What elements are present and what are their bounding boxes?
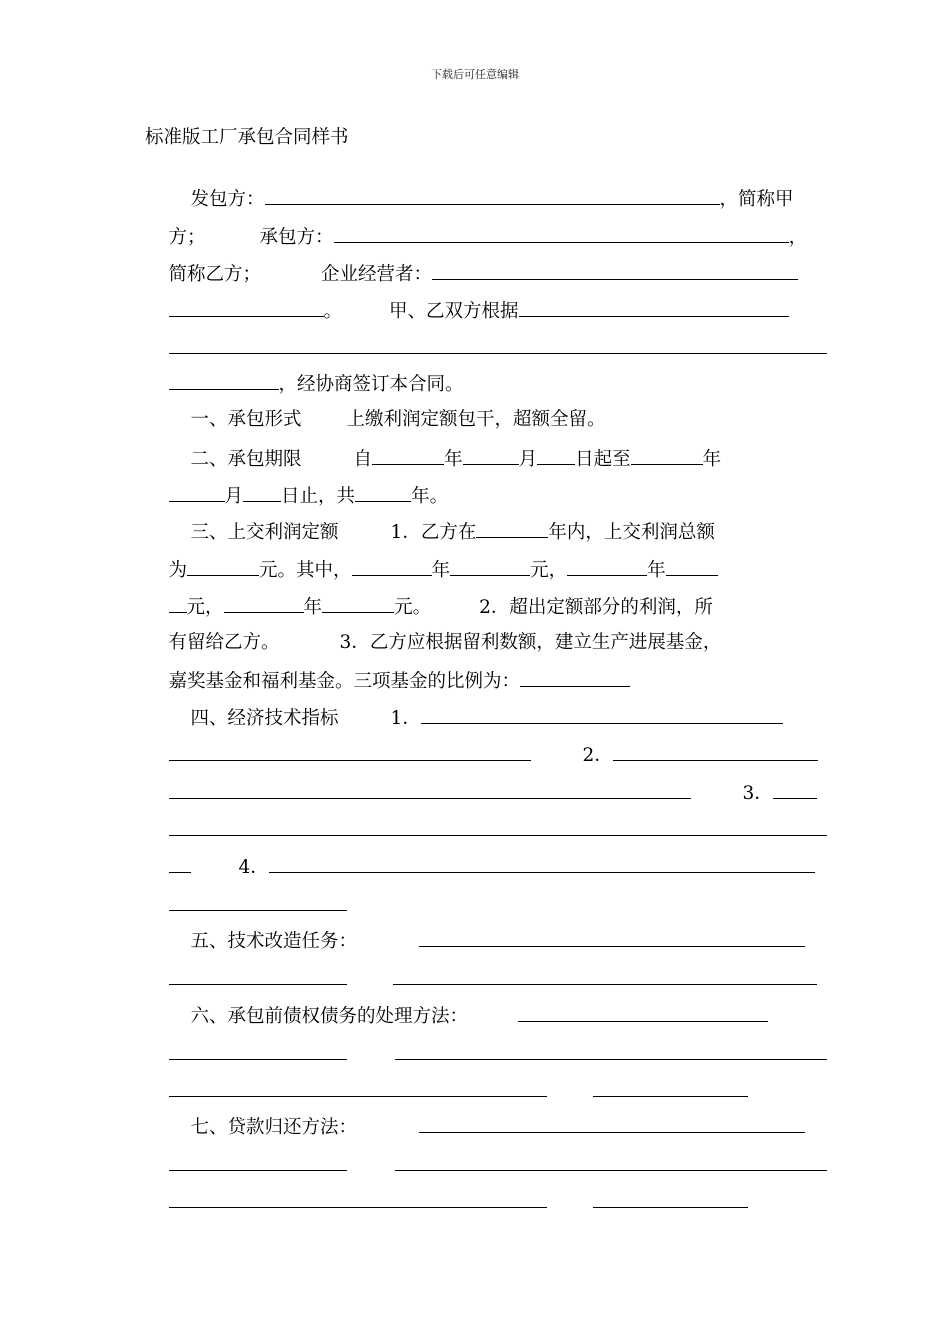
section-7: [145, 1090, 805, 1138]
operator-line: [145, 237, 805, 285]
item-2-end: 有留给乙方。: [168, 632, 280, 653]
item-1-mid: 年内，上交利润总额: [548, 522, 715, 543]
document-title: 标准版工厂承包合同样书: [145, 127, 349, 148]
indicator-2-num: 2．: [582, 745, 613, 766]
section-4-line-3: [145, 756, 805, 804]
item-1-prefix: 1．乙方在: [390, 522, 477, 543]
day-end-text: 日止，共: [281, 486, 356, 507]
section-6: [145, 979, 805, 1027]
year-text-4: 年: [647, 560, 666, 581]
agreement-line: [145, 347, 805, 395]
year-text-2: 年: [702, 449, 722, 470]
party-a-line: [145, 162, 805, 210]
year-text-3: 年: [431, 560, 451, 581]
section-6-line-3: [145, 1054, 805, 1078]
section-4-heading: 四、经济技术指标: [190, 708, 339, 729]
party-b-line: 方； 承包方： ，: [145, 200, 805, 224]
indicator-3-num: 3．: [742, 783, 773, 804]
agreement-text: ，经协商签订本合同。: [278, 374, 464, 395]
section-1-text: 上缴利润定额包干，超额全留。: [346, 409, 606, 430]
indicator-1-num: 1．: [390, 708, 421, 729]
section-6-heading: 六、承包前债权债务的处理方法：: [190, 1006, 469, 1027]
year-text-5: 年: [303, 597, 323, 618]
party-b-label: 承包方：: [259, 227, 334, 248]
month-text: 月: [518, 449, 538, 470]
party-a-suffix: ，简称甲: [719, 189, 794, 210]
item-3-end: 嘉奖基金和福利基金。三项基金的比例为：: [168, 671, 521, 692]
section-3: [145, 495, 805, 543]
yuan-among-text: 元。其中，: [259, 560, 352, 581]
yuan-comma-text: 元，: [530, 560, 568, 581]
section-4-line-2: [145, 718, 805, 766]
party-b-end: 简称乙方；: [168, 264, 262, 285]
basis-line: 。 甲、乙双方根据: [145, 274, 805, 298]
section-5-line-2: [145, 942, 805, 966]
section-7-heading: 七、贷款归还方法：: [190, 1117, 358, 1138]
years-end-text: 年。: [411, 486, 449, 507]
section-2-heading: 二、承包期限: [190, 449, 302, 470]
loan-method-field-4[interactable]: [169, 1189, 547, 1208]
year-text: 年: [444, 449, 463, 470]
from-text: 自: [353, 449, 373, 470]
section-2: [145, 422, 805, 470]
day-start-text: 日起至: [575, 449, 631, 470]
section-3-line-5: [145, 644, 805, 692]
item-2-text: 2．超出定额部分的利润，所: [479, 597, 713, 618]
indicator-4-num: 4．: [238, 857, 269, 878]
section-4-line-4: [145, 793, 805, 817]
section-7-line-2: [145, 1128, 805, 1152]
section-1-heading: 一、承包形式: [190, 409, 302, 430]
section-5-heading: 五、技术改造任务：: [190, 931, 358, 952]
basis-text: 甲、乙双方根据: [389, 301, 519, 322]
section-6-line-2: [145, 1017, 805, 1041]
page-header: 下载后可任意编辑: [431, 68, 519, 81]
basis-line-2: [145, 311, 805, 335]
section-3-line-2: [145, 533, 805, 581]
section-4: [145, 681, 805, 729]
as-text: 为: [168, 560, 188, 581]
section-4-line-5: [145, 830, 805, 878]
party-a-label: 发包方：: [190, 189, 265, 210]
section-1: [145, 384, 805, 430]
section-3-line-3: [145, 570, 805, 618]
item-3-text: 3．乙方应根据留利数额，建立生产进展基金，: [339, 632, 722, 653]
party-a-end: 方；: [168, 227, 206, 248]
month-text-2: 月: [224, 486, 244, 507]
section-7-line-3: [145, 1165, 805, 1189]
loan-method-field-5[interactable]: [593, 1189, 748, 1208]
operator-label: 企业经营者：: [321, 264, 433, 285]
yuan-comma-text-2: 元，: [186, 597, 224, 618]
section-3-line-4: [145, 607, 805, 653]
section-2-cont: [145, 459, 805, 507]
yuan-period-text: 元。: [394, 597, 432, 618]
section-5: [145, 904, 805, 952]
section-3-heading: 三、上交利润定额: [190, 522, 339, 543]
section-4-line-6: [145, 868, 805, 892]
